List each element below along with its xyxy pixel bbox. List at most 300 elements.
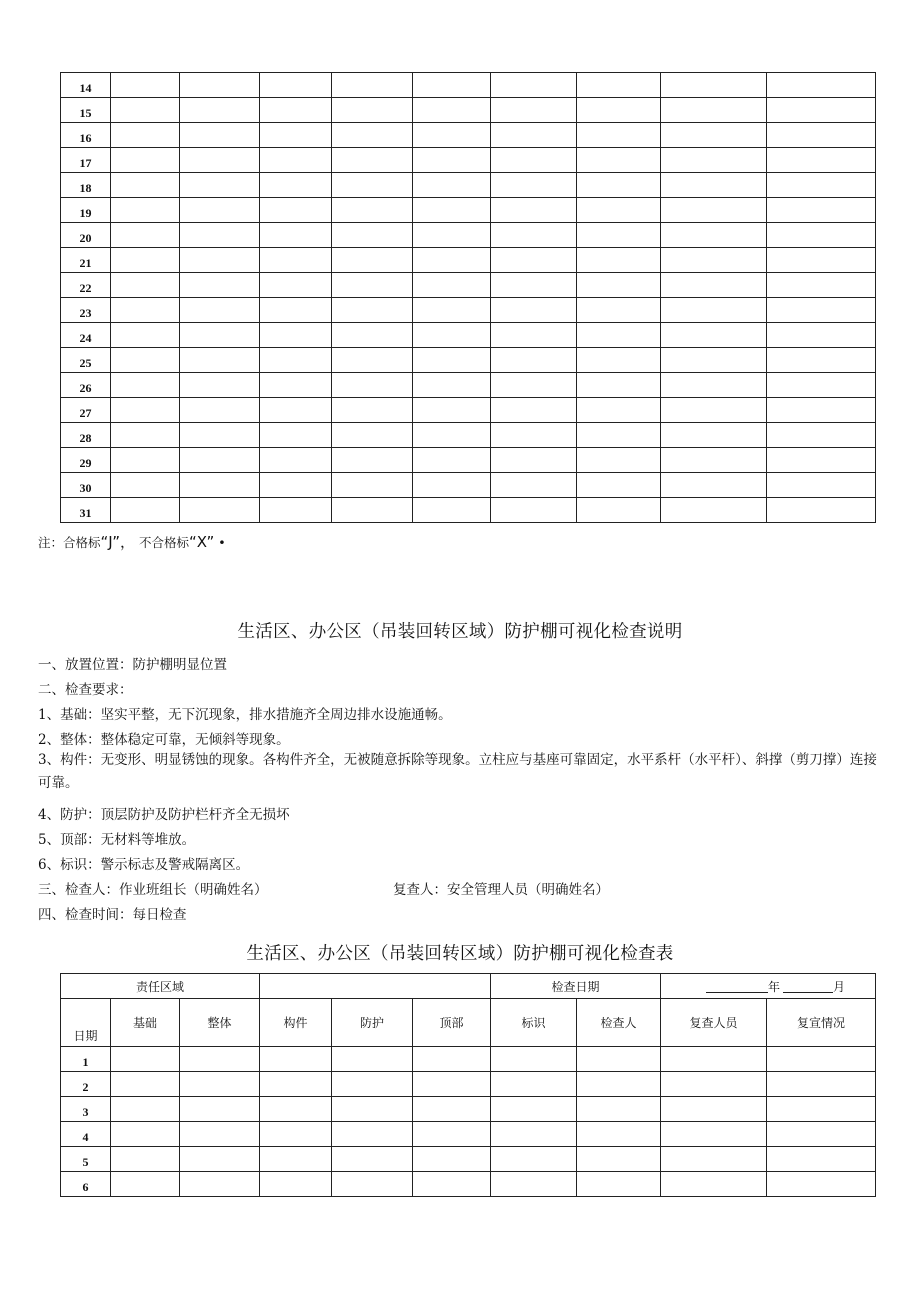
check-cell[interactable] [661, 298, 767, 323]
check-cell[interactable] [767, 423, 876, 448]
check-cell[interactable] [332, 73, 413, 98]
check-cell[interactable] [332, 1147, 413, 1172]
check-cell[interactable] [491, 273, 577, 298]
area-value-cell[interactable] [260, 974, 491, 999]
check-cell[interactable] [180, 1147, 260, 1172]
check-cell[interactable] [111, 173, 180, 198]
check-cell[interactable] [491, 123, 577, 148]
check-cell[interactable] [180, 373, 260, 398]
check-cell[interactable] [767, 348, 876, 373]
check-cell[interactable] [661, 473, 767, 498]
check-cell[interactable] [661, 1047, 767, 1072]
check-cell[interactable] [661, 98, 767, 123]
check-cell[interactable] [260, 148, 332, 173]
check-cell[interactable] [111, 1097, 180, 1122]
check-cell[interactable] [260, 473, 332, 498]
check-cell[interactable] [661, 73, 767, 98]
daily-check-table-continued [60, 72, 876, 523]
check-cell[interactable] [491, 248, 577, 273]
check-cell[interactable] [111, 73, 180, 98]
table-row [61, 173, 876, 198]
check-cell[interactable] [332, 123, 413, 148]
check-cell[interactable] [332, 1047, 413, 1072]
check-cell[interactable] [332, 248, 413, 273]
check-cell[interactable] [767, 1147, 876, 1172]
check-cell[interactable] [180, 1047, 260, 1072]
check-cell[interactable] [180, 73, 260, 98]
check-cell[interactable] [111, 1172, 180, 1197]
check-cell[interactable] [413, 1047, 491, 1072]
check-cell[interactable] [661, 1122, 767, 1147]
check-cell[interactable] [180, 1097, 260, 1122]
legend-note [38, 531, 226, 552]
check-cell[interactable] [260, 1172, 332, 1197]
check-cell[interactable] [413, 73, 491, 98]
check-cell[interactable] [111, 148, 180, 173]
check-cell[interactable] [577, 398, 661, 423]
table-row [61, 148, 876, 173]
check-cell[interactable] [767, 1047, 876, 1072]
row-number: 29 [61, 448, 111, 473]
check-cell[interactable] [111, 448, 180, 473]
check-cell[interactable] [332, 273, 413, 298]
check-cell[interactable] [332, 148, 413, 173]
row-number: 26 [61, 373, 111, 398]
check-cell[interactable] [413, 498, 491, 523]
row-number: 1 [61, 1047, 111, 1072]
check-cell[interactable] [332, 373, 413, 398]
table-row [61, 73, 876, 98]
check-cell[interactable] [767, 173, 876, 198]
table-row [61, 398, 876, 423]
row-number: 20 [61, 223, 111, 248]
check-cell[interactable] [332, 173, 413, 198]
check-cell[interactable] [413, 298, 491, 323]
check-cell[interactable] [413, 198, 491, 223]
check-cell[interactable] [661, 273, 767, 298]
column-header: 基础 [111, 999, 180, 1047]
check-cell[interactable] [260, 1072, 332, 1097]
check-cell[interactable] [332, 423, 413, 448]
check-cell[interactable] [413, 448, 491, 473]
checklist-title: 生活区、办公区（吊装回转区域）防护棚可视化检查表 [246, 944, 674, 964]
check-cell[interactable] [332, 1172, 413, 1197]
check-cell[interactable] [577, 323, 661, 348]
check-cell[interactable] [111, 1047, 180, 1072]
row-number: 30 [61, 473, 111, 498]
check-cell[interactable] [767, 498, 876, 523]
check-cell[interactable] [180, 473, 260, 498]
check-cell[interactable] [491, 1122, 577, 1147]
column-header: 复宣情况 [767, 999, 876, 1047]
check-cell[interactable] [332, 348, 413, 373]
inspection-time-line: 四、检查时间：每日检查 [38, 907, 187, 923]
check-cell[interactable] [111, 398, 180, 423]
table-row [61, 423, 876, 448]
row-number: 2 [61, 1072, 111, 1097]
check-cell[interactable] [260, 73, 332, 98]
check-cell[interactable] [661, 198, 767, 223]
requirement-top: 5、顶部：无材料等堆放。 [38, 832, 196, 848]
check-cell[interactable] [491, 198, 577, 223]
check-cell[interactable] [180, 298, 260, 323]
check-cell[interactable] [767, 148, 876, 173]
check-cell[interactable] [661, 398, 767, 423]
check-cell[interactable] [767, 273, 876, 298]
check-cell[interactable] [413, 1172, 491, 1197]
check-cell[interactable] [111, 1072, 180, 1097]
table-row [61, 1172, 876, 1197]
check-cell[interactable] [661, 323, 767, 348]
header-row-area [61, 974, 876, 999]
check-cell[interactable] [767, 98, 876, 123]
check-cell[interactable] [577, 1047, 661, 1072]
check-cell[interactable] [767, 373, 876, 398]
pass-mark: “J”， [100, 533, 136, 551]
check-cell[interactable] [661, 373, 767, 398]
row-number: 19 [61, 198, 111, 223]
check-cell[interactable] [577, 1172, 661, 1197]
check-cell[interactable] [180, 273, 260, 298]
check-cell[interactable] [332, 298, 413, 323]
check-cell[interactable] [661, 248, 767, 273]
check-cell[interactable] [491, 323, 577, 348]
requirement-signage: 6、标识：警示标志及警戒隔离区。 [38, 857, 250, 873]
check-cell[interactable] [661, 423, 767, 448]
placement-line: 一、放置位置：防护棚明显位置 [38, 657, 227, 673]
check-cell[interactable] [260, 1097, 332, 1122]
check-cell[interactable] [111, 1122, 180, 1147]
check-cell[interactable] [260, 123, 332, 148]
check-cell[interactable] [260, 1047, 332, 1072]
table-row [61, 123, 876, 148]
column-header: 标识 [491, 999, 577, 1047]
check-cell[interactable] [413, 1072, 491, 1097]
check-cell[interactable] [767, 1072, 876, 1097]
table-row [61, 298, 876, 323]
check-cell[interactable] [767, 323, 876, 348]
check-cell[interactable] [577, 223, 661, 248]
date-label: 检查日期 [491, 974, 661, 999]
check-cell[interactable] [180, 198, 260, 223]
table-row [61, 1047, 876, 1072]
check-cell[interactable] [111, 473, 180, 498]
check-cell[interactable] [661, 148, 767, 173]
requirement-foundation: 1、基础：坚实平整，无下沉现象，排水措施齐全周边排水设施通畅。 [38, 707, 452, 723]
check-cell[interactable] [767, 73, 876, 98]
check-cell[interactable] [332, 448, 413, 473]
check-cell[interactable] [413, 423, 491, 448]
check-cell[interactable] [111, 273, 180, 298]
check-cell[interactable] [260, 373, 332, 398]
check-cell[interactable] [577, 1097, 661, 1122]
column-header: 复查人员 [661, 999, 767, 1047]
check-cell[interactable] [111, 223, 180, 248]
check-cell[interactable] [111, 1147, 180, 1172]
table-row [61, 498, 876, 523]
check-cell[interactable] [260, 298, 332, 323]
check-cell[interactable] [491, 1147, 577, 1172]
check-cell[interactable] [577, 123, 661, 148]
check-cell[interactable] [577, 73, 661, 98]
check-cell[interactable] [577, 498, 661, 523]
column-header: 防护 [332, 999, 413, 1047]
check-cell[interactable] [260, 423, 332, 448]
check-cell[interactable] [577, 273, 661, 298]
table-row [61, 448, 876, 473]
note-middle: 不合格标 [135, 535, 190, 550]
instructions-title: 生活区、办公区（吊装回转区域）防护棚可视化检查说明 [237, 622, 683, 642]
check-cell[interactable] [767, 198, 876, 223]
check-cell[interactable] [332, 1122, 413, 1147]
area-label: 责任区域 [61, 974, 260, 999]
requirement-protection: 4、防护：顶层防护及防护栏杆齐全无损坏 [38, 807, 290, 823]
check-cell[interactable] [577, 98, 661, 123]
check-cell[interactable] [577, 1147, 661, 1172]
check-cell[interactable] [661, 498, 767, 523]
check-cell[interactable] [332, 98, 413, 123]
check-cell[interactable] [180, 248, 260, 273]
check-cell[interactable] [491, 298, 577, 323]
checklist-table [60, 973, 876, 1197]
check-cell[interactable] [491, 448, 577, 473]
fail-mark: “X” [189, 533, 215, 551]
check-cell[interactable] [332, 473, 413, 498]
check-cell[interactable] [260, 1147, 332, 1172]
check-cell[interactable] [491, 498, 577, 523]
check-cell[interactable] [332, 198, 413, 223]
check-cell[interactable] [577, 373, 661, 398]
row-number: 4 [61, 1122, 111, 1147]
check-cell[interactable] [491, 73, 577, 98]
check-cell[interactable] [661, 223, 767, 248]
check-cell[interactable] [413, 173, 491, 198]
table-row [61, 98, 876, 123]
check-cell[interactable] [413, 348, 491, 373]
check-cell[interactable] [260, 398, 332, 423]
row-number: 16 [61, 123, 111, 148]
check-cell[interactable] [491, 348, 577, 373]
row-number: 31 [61, 498, 111, 523]
check-cell[interactable] [767, 473, 876, 498]
check-cell[interactable] [260, 448, 332, 473]
check-cell[interactable] [413, 373, 491, 398]
check-cell[interactable] [332, 223, 413, 248]
row-number: 21 [61, 248, 111, 273]
check-cell[interactable] [491, 1072, 577, 1097]
table-row [61, 198, 876, 223]
check-cell[interactable] [413, 223, 491, 248]
row-number: 28 [61, 423, 111, 448]
table-row [61, 473, 876, 498]
row-number: 6 [61, 1172, 111, 1197]
check-cell[interactable] [260, 498, 332, 523]
table-row [61, 1072, 876, 1097]
check-cell[interactable] [111, 198, 180, 223]
check-cell[interactable] [491, 148, 577, 173]
check-cell[interactable] [577, 348, 661, 373]
check-cell[interactable] [111, 423, 180, 448]
check-cell[interactable] [577, 448, 661, 473]
check-cell[interactable] [767, 1122, 876, 1147]
header-row-columns [61, 999, 876, 1047]
check-cell[interactable] [577, 198, 661, 223]
check-cell[interactable] [260, 173, 332, 198]
check-cell[interactable] [767, 298, 876, 323]
check-cell[interactable] [180, 1072, 260, 1097]
row-number: 5 [61, 1147, 111, 1172]
check-cell[interactable] [180, 348, 260, 373]
check-cell[interactable] [577, 1122, 661, 1147]
row-number: 17 [61, 148, 111, 173]
check-cell[interactable] [111, 348, 180, 373]
row-number: 27 [61, 398, 111, 423]
check-cell[interactable] [491, 98, 577, 123]
check-cell[interactable] [180, 148, 260, 173]
check-cell[interactable] [413, 123, 491, 148]
column-header: 检查人 [577, 999, 661, 1047]
check-cell[interactable] [577, 173, 661, 198]
check-cell[interactable] [111, 498, 180, 523]
check-cell[interactable] [260, 98, 332, 123]
check-cell[interactable] [260, 1122, 332, 1147]
table-row [61, 1097, 876, 1122]
check-cell[interactable] [661, 1172, 767, 1197]
table-row [61, 248, 876, 273]
check-cell[interactable] [180, 123, 260, 148]
check-cell[interactable] [260, 198, 332, 223]
check-cell[interactable] [180, 98, 260, 123]
row-number: 14 [61, 73, 111, 98]
requirements-heading: 二、检查要求： [38, 682, 133, 698]
check-cell[interactable] [332, 1072, 413, 1097]
check-cell[interactable] [577, 298, 661, 323]
check-cell[interactable] [260, 348, 332, 373]
table-body [61, 73, 876, 523]
checklist-body [61, 974, 876, 1197]
check-cell[interactable] [661, 448, 767, 473]
check-cell[interactable] [260, 323, 332, 348]
check-cell[interactable] [180, 423, 260, 448]
check-cell[interactable] [111, 123, 180, 148]
note-suffix: • [214, 535, 226, 550]
month-label: 月 [833, 979, 846, 994]
check-cell[interactable] [767, 1172, 876, 1197]
check-cell[interactable] [491, 423, 577, 448]
check-cell[interactable] [413, 248, 491, 273]
check-cell[interactable] [260, 273, 332, 298]
requirement-components: 3、构件：无变形、明显锈蚀的现象。各构件齐全，无被随意拆除等现象。立柱应与基座可靠固定，水平系杆（水平杆）、斜撑（剪刀撑）连接可靠。 [38, 752, 877, 791]
check-cell[interactable] [491, 1172, 577, 1197]
column-header: 顶部 [413, 999, 491, 1047]
check-cell[interactable] [577, 148, 661, 173]
check-cell[interactable] [111, 298, 180, 323]
table-row [61, 273, 876, 298]
year-label: 年 [768, 979, 781, 994]
check-cell[interactable] [413, 148, 491, 173]
check-cell[interactable] [661, 1097, 767, 1122]
check-cell[interactable] [491, 1047, 577, 1072]
check-cell[interactable] [577, 1072, 661, 1097]
column-header: 构件 [260, 999, 332, 1047]
check-cell[interactable] [767, 123, 876, 148]
check-cell[interactable] [413, 273, 491, 298]
check-cell[interactable] [767, 448, 876, 473]
check-cell[interactable] [577, 473, 661, 498]
check-cell[interactable] [413, 1097, 491, 1122]
check-cell[interactable] [180, 323, 260, 348]
table-row [61, 323, 876, 348]
check-cell[interactable] [661, 1147, 767, 1172]
table-row [61, 348, 876, 373]
check-cell[interactable] [111, 373, 180, 398]
check-cell[interactable] [767, 223, 876, 248]
check-cell[interactable] [332, 323, 413, 348]
check-cell[interactable] [413, 98, 491, 123]
check-cell[interactable] [332, 498, 413, 523]
check-cell[interactable] [767, 398, 876, 423]
check-cell[interactable] [491, 398, 577, 423]
check-cell[interactable] [491, 173, 577, 198]
check-cell[interactable] [180, 1122, 260, 1147]
row-number: 18 [61, 173, 111, 198]
check-cell[interactable] [491, 223, 577, 248]
row-number: 25 [61, 348, 111, 373]
inspector-line: 三、检查人：作业班组长（明确姓名） [38, 882, 268, 898]
row-number: 24 [61, 323, 111, 348]
check-cell[interactable] [332, 398, 413, 423]
check-cell[interactable] [413, 1122, 491, 1147]
check-cell[interactable] [180, 498, 260, 523]
column-header: 整体 [180, 999, 260, 1047]
row-number: 22 [61, 273, 111, 298]
check-cell[interactable] [260, 248, 332, 273]
check-cell[interactable] [767, 1097, 876, 1122]
table-row [61, 223, 876, 248]
check-cell[interactable] [661, 1072, 767, 1097]
check-cell[interactable] [180, 448, 260, 473]
check-cell[interactable] [111, 323, 180, 348]
date-value-cell[interactable] [661, 974, 876, 999]
reviewer-line: 复查人：安全管理人员（明确姓名） [393, 882, 609, 898]
check-cell[interactable] [111, 98, 180, 123]
check-cell[interactable] [491, 373, 577, 398]
row-number: 23 [61, 298, 111, 323]
check-cell[interactable] [413, 323, 491, 348]
check-cell[interactable] [413, 398, 491, 423]
check-cell[interactable] [260, 223, 332, 248]
check-cell[interactable] [180, 398, 260, 423]
check-cell[interactable] [111, 248, 180, 273]
check-cell[interactable] [661, 173, 767, 198]
check-cell[interactable] [767, 248, 876, 273]
check-cell[interactable] [413, 473, 491, 498]
check-cell[interactable] [661, 348, 767, 373]
check-cell[interactable] [332, 1097, 413, 1122]
check-cell[interactable] [491, 473, 577, 498]
row-number: 15 [61, 98, 111, 123]
check-cell[interactable] [661, 123, 767, 148]
check-cell[interactable] [180, 173, 260, 198]
check-cell[interactable] [577, 248, 661, 273]
check-cell[interactable] [413, 1147, 491, 1172]
day-label: 日期 [61, 999, 111, 1047]
note-prefix: 注：合格标 [38, 535, 101, 550]
check-cell[interactable] [577, 423, 661, 448]
check-cell[interactable] [180, 1172, 260, 1197]
check-cell[interactable] [180, 223, 260, 248]
check-cell[interactable] [491, 1097, 577, 1122]
